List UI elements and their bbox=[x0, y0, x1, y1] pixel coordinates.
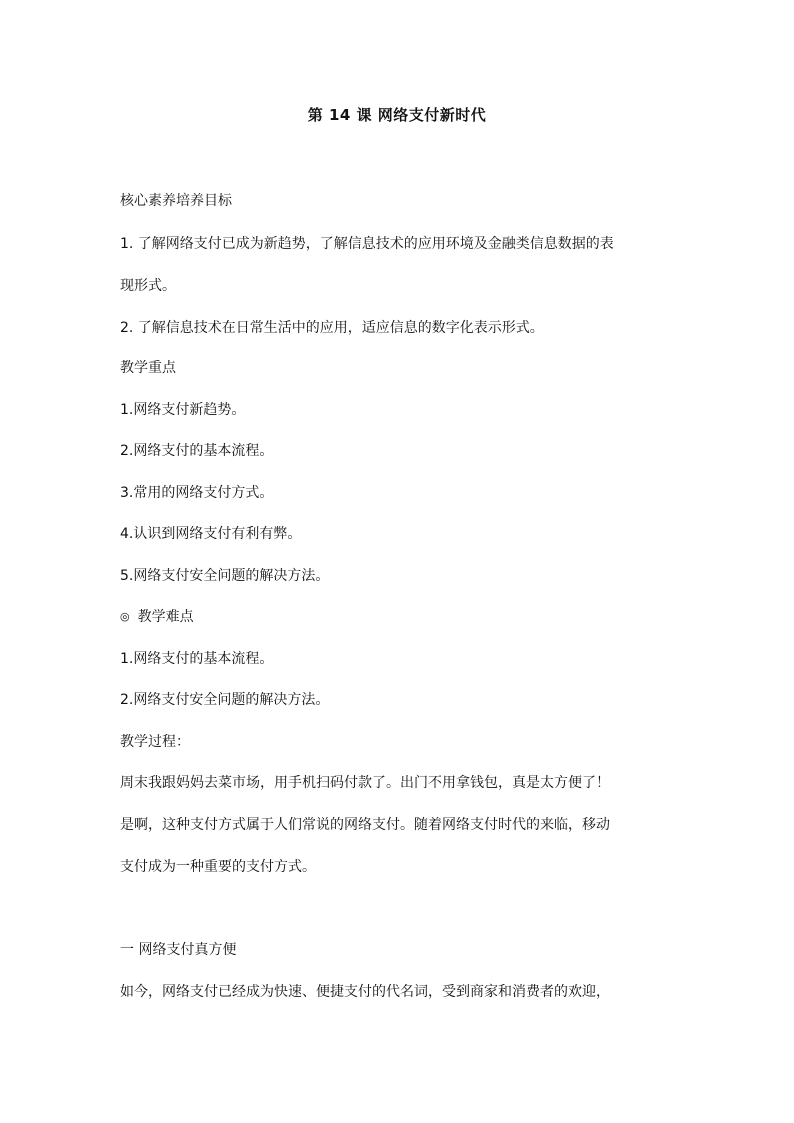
process-heading: 教学过程： bbox=[120, 734, 190, 750]
section-one-heading: 一 网络支付真方便 bbox=[120, 942, 237, 958]
difficulties-heading-row bbox=[120, 606, 194, 626]
difficulty-1: 1.网络支付的基本流程。 bbox=[120, 651, 274, 667]
key-point-1: 1.网络支付新趋势。 bbox=[120, 402, 246, 418]
goal-line-2: 现形式。 bbox=[120, 278, 176, 294]
process-line-2: 是啊，这种支付方式属于人们常说的网络支付。随着网络支付时代的来临，移动 bbox=[120, 817, 610, 833]
process-line-1: 周末我跟妈妈去菜市场，用手机扫码付款了。出门不用拿钱包，真是太方便了！ bbox=[120, 775, 610, 791]
lesson-title: 第 14 课 网络支付新时代 bbox=[307, 106, 487, 124]
key-point-2: 2.网络支付的基本流程。 bbox=[120, 443, 274, 459]
process-line-3: 支付成为一种重要的支付方式。 bbox=[120, 859, 316, 875]
difficulties-heading: 教学难点 bbox=[137, 609, 194, 625]
key-point-4: 4.认识到网络支付有利有弊。 bbox=[120, 526, 302, 542]
key-points-heading: 教学重点 bbox=[120, 360, 176, 376]
key-point-3: 3.常用的网络支付方式。 bbox=[120, 485, 274, 501]
section-one-line-1: 如今，网络支付已经成为快速、便捷支付的代名词，受到商家和消费者的欢迎， bbox=[120, 984, 610, 1000]
goal-line-3: 2. 了解信息技术在日常生活中的应用，适应信息的数字化表示形式。 bbox=[120, 320, 544, 336]
goals-heading: 核心素养培养目标 bbox=[120, 193, 232, 209]
goal-line-1: 1. 了解网络支付已成为新趋势，了解信息技术的应用环境及金融类信息数据的表 bbox=[120, 236, 614, 252]
difficulty-2: 2.网络支付安全问题的解决方法。 bbox=[120, 692, 330, 708]
target-bullet-icon: ◎ bbox=[120, 610, 130, 623]
key-point-5: 5.网络支付安全问题的解决方法。 bbox=[120, 568, 330, 584]
